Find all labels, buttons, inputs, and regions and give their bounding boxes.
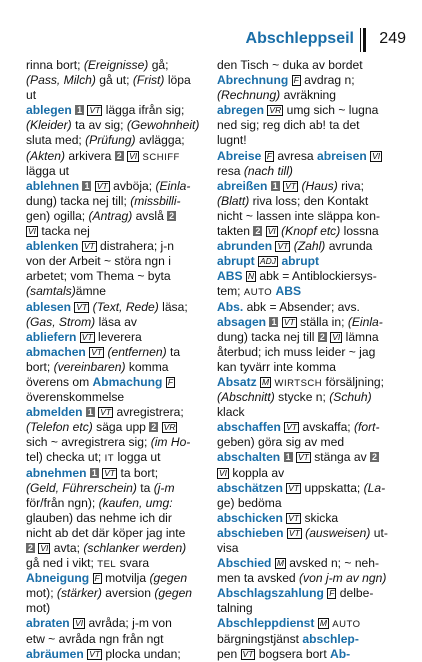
entry-line: glauben) das nehme ich dir (26, 510, 172, 525)
entry-line: kan tyvärr inte komma (217, 359, 336, 374)
entry-line: (Abschnitt) stycke n; (Schuh) (217, 390, 372, 405)
entry-line: 2 VI avta; (schlanker werden) (28, 541, 187, 555)
entry-line: men ta avsked (von j-m av ngn) (217, 571, 387, 586)
page-header (18, 28, 406, 54)
entry-line: etw ~ avråda ngn från ngt (26, 631, 164, 646)
entry-line: abmelden 1 VT avregistrera; (26, 405, 184, 420)
entry-line: abschalten 1 VT stänga av 2 (217, 450, 378, 465)
entry-line: ned sig; reg dich ab! ta det (217, 118, 360, 133)
entry-line: mot) (26, 601, 51, 616)
entry-line: (samtals)ämne (26, 284, 106, 299)
entry-line: gen) ogilla; (Antrag) avslå 2 (26, 208, 175, 223)
header-divider (360, 28, 361, 52)
left-column (26, 58, 212, 662)
entry-line: för/från ngn); (kaufen, umg: (26, 495, 173, 510)
entry-line: talning (217, 601, 253, 616)
entry-line: abregen VR umg sich ~ lugna (217, 103, 379, 118)
entry-line: arbetet; vom Thema ~ byta (26, 269, 171, 284)
entry-line: klack (217, 405, 245, 420)
entry-line: (Akten) arkivera 2 VI SCHIFF (26, 148, 180, 163)
entry-line: abliefern VT leverera (26, 329, 142, 344)
entry-line: Abreise F avresa abreisen VI (217, 148, 381, 163)
entry-line: abraten VI avråda; j-m von (26, 616, 172, 631)
entry-line: Abschlagszahlung F delbe- (217, 586, 374, 601)
entry-line: ablehnen 1 VT avböja; (Einla- (26, 178, 191, 193)
entry-line: nicht ab det där köper jag inte (26, 525, 186, 540)
entry-line: nicht ~ lassen inte släppa kon- (217, 208, 381, 223)
entry-line: dung) tacka nej till; (missbilli- (26, 193, 181, 208)
entry-line: Abs. abk = Absender; avs. (217, 299, 360, 314)
entry-line: absagen 1 VT ställa in; (Einla- (217, 314, 383, 329)
entry-line: ablegen 1 VT lägga ifrån sig; (26, 103, 185, 118)
running-head: Abschleppseil (245, 30, 354, 47)
entry-line: (Gas, Strom) läsa av (26, 314, 137, 329)
entry-line: geben) göra sig av med (217, 435, 345, 450)
entry-line: resa (nach till) (217, 163, 293, 178)
entry-line: lugnt! (217, 133, 247, 148)
entry-line: Abschied M avsked n; ~ neh- (217, 556, 380, 571)
entry-line: abschicken VT skicka (217, 510, 339, 525)
entry-line: (Kleider) ta av sig; (Gewohnheit) (26, 118, 200, 133)
entry-line: Absatz M WIRTSCH försäljning; (217, 374, 385, 389)
entry-line: tel) checka ut; IT logga ut (26, 450, 161, 465)
entry-line: abrunden VT (Zahl) avrunda (217, 239, 373, 254)
entry-line: bort; (vereinbaren) komma (26, 359, 169, 374)
entry-line: abrupt ADJ abrupt (217, 254, 320, 269)
entry-line: överenskommelse (26, 390, 125, 405)
entry-line: dung) tacka nej till 2 VI lämna (217, 329, 379, 344)
entry-line: (Telefon etc) säga upp 2 VR (26, 420, 176, 435)
entry-line: rinna bort; (Ereignisse) gå; (26, 58, 169, 72)
entry-line: abschaffen VT avskaffa; (fort- (217, 420, 380, 435)
entry-line: lägga ut (26, 163, 70, 178)
entry-line: (Geld, Führerschein) ta (j-m (26, 480, 175, 495)
entry-line: den Tisch ~ duka av bordet (217, 58, 363, 72)
entry-line: (Rechnung) avräkning (217, 88, 337, 103)
entry-line: mot); (stärker) aversion (gegen (26, 586, 193, 601)
page-number: 249 (379, 30, 406, 47)
entry-line: takten 2 VI (Knopf etc) lossna (217, 224, 379, 239)
entry-line: Abschleppdienst M AUTO (217, 616, 361, 631)
entry-line: Abrechnung F avdrag n; (217, 73, 355, 88)
entry-line: (Blatt) riva loss; den Kontakt (217, 193, 369, 208)
entry-line: (Pass, Milch) gå ut; (Frist) löpa (26, 73, 191, 88)
entry-line: ut (26, 88, 37, 103)
entry-line: Abneigung F motvilja (gegen (26, 571, 188, 586)
right-column (217, 58, 403, 662)
entry-line: ge) bedöma (217, 495, 282, 510)
entry-line: abmachen VT (entfernen) ta (26, 344, 181, 359)
entry-line: ABS N abk = Antiblockiersys- (217, 269, 377, 284)
entry-line: sluta med; (Prüfung) avlägga; (26, 133, 185, 148)
entry-line: abreißen 1 VT (Haus) riva; (217, 178, 364, 193)
header-divider-thick (363, 28, 366, 52)
entry-line: ablenken VT distrahera; j-n (26, 239, 174, 254)
entry-line: återbud; ich muss leider ~ jag (217, 344, 376, 359)
entry-line: abschieben VT (ausweisen) ut- (217, 525, 388, 540)
entry-line: VI tacka nej (28, 224, 90, 239)
entry-line: gå ned i vikt; TEL svara (26, 556, 150, 571)
entry-line: von der Arbeit ~ störa ngn i (26, 254, 171, 269)
entry-line: överens om Abmachung F (26, 374, 174, 389)
entry-line: abschätzen VT uppskatta; (La- (217, 480, 386, 495)
entry-line: visa (217, 541, 239, 555)
entry-line: VI koppla av (219, 465, 285, 480)
entry-line: abnehmen 1 VT ta bort; (26, 465, 159, 480)
entry-line: sich ~ avregistrera sig; (im Ho- (26, 435, 191, 450)
entry-line: ablesen VT (Text, Rede) läsa; (26, 299, 188, 314)
entry-line: abräumen VT plocka undan; (26, 646, 181, 661)
entry-line: bärgningstjänst abschlep- (217, 631, 359, 646)
entry-line: tem; AUTO ABS (217, 284, 302, 299)
entry-line: pen VT bogsera bort Ab- (217, 646, 351, 661)
